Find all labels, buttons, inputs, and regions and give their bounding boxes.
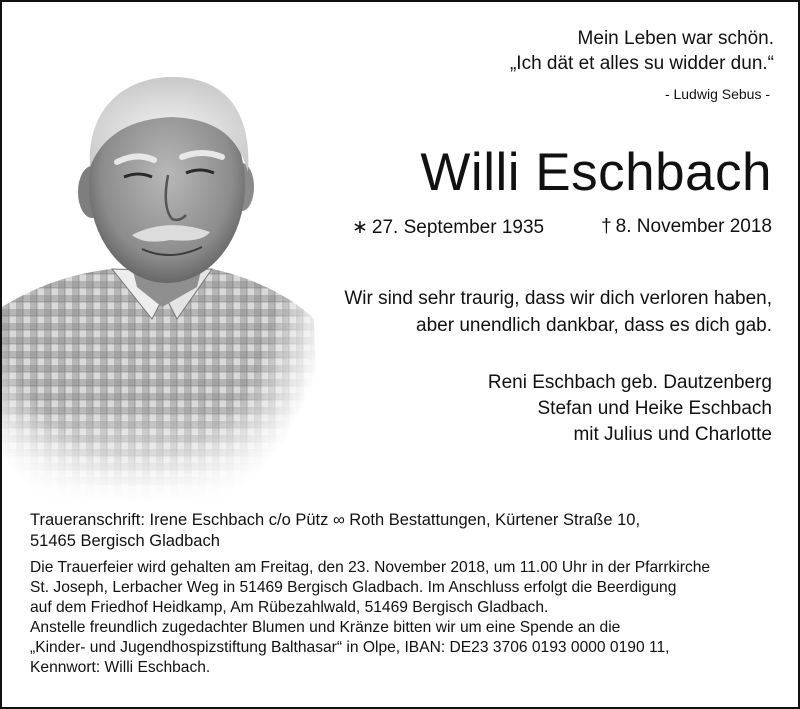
funeral-line: St. Joseph, Lerbacher Weg in 51469 Bergisch Gladbach. Im Anschluss erfolgt die Beerdigung bbox=[30, 579, 677, 596]
address-line: Traueranschrift: Irene Eschbach c/o Pütz ∞ Roth Bestattungen, Kürtener Straße 10, bbox=[30, 511, 641, 529]
quote-author: - Ludwig Sebus - bbox=[664, 86, 770, 102]
message-line: aber unendlich dankbar, dass es dich gab. bbox=[416, 315, 772, 336]
funeral-line: Die Trauerfeier wird gehalten am Freitag, den 23. November 2018, um 11.00 Uhr in der Pfarrkirche bbox=[30, 559, 711, 576]
birth-date bbox=[352, 216, 544, 239]
donation-line: „Kinder- und Jugendhospizstiftung Balthasar“ in Olpe, IBAN: DE23 3706 0193 0000 0190 11, bbox=[30, 639, 670, 656]
funeral-details bbox=[30, 510, 778, 678]
donation-request bbox=[30, 618, 778, 678]
death-cross-icon: † bbox=[601, 216, 612, 237]
mourning-address bbox=[30, 510, 778, 552]
condolence-message bbox=[344, 285, 772, 339]
funeral-line: auf dem Friedhof Heidkamp, Am Rübezahlwald, 51469 Bergisch Gladbach. bbox=[30, 599, 549, 616]
donation-line: Kennwort: Willi Eschbach. bbox=[30, 659, 211, 676]
quote-line: Mein Leben war schön. bbox=[577, 28, 774, 49]
mourner: Stefan und Heike Eschbach bbox=[537, 398, 772, 419]
portrait-photo bbox=[2, 57, 322, 502]
life-dates bbox=[352, 216, 772, 239]
mourner: Reni Eschbach geb. Dautzenberg bbox=[487, 372, 772, 393]
quote bbox=[510, 26, 774, 76]
deceased-name: Willi Eschbach bbox=[420, 143, 772, 202]
donation-line: Anstelle freundlich zugedachter Blumen und Kränze bitten wir um eine Spende an die bbox=[30, 619, 621, 636]
funeral-info bbox=[30, 558, 778, 618]
message-line: Wir sind sehr traurig, dass wir dich verloren haben, bbox=[344, 288, 772, 309]
quote-line: „Ich dät et alles su widder dun.“ bbox=[509, 53, 774, 74]
death-date-value: 8. November 2018 bbox=[615, 216, 772, 237]
address-line: 51465 Bergisch Gladbach bbox=[30, 532, 220, 550]
birth-date-value: 27. September 1935 bbox=[371, 217, 545, 238]
mourner: mit Julius und Charlotte bbox=[573, 424, 772, 445]
death-date bbox=[601, 216, 772, 239]
mourners-list bbox=[488, 370, 772, 448]
birth-star-icon: ∗ bbox=[352, 217, 368, 238]
